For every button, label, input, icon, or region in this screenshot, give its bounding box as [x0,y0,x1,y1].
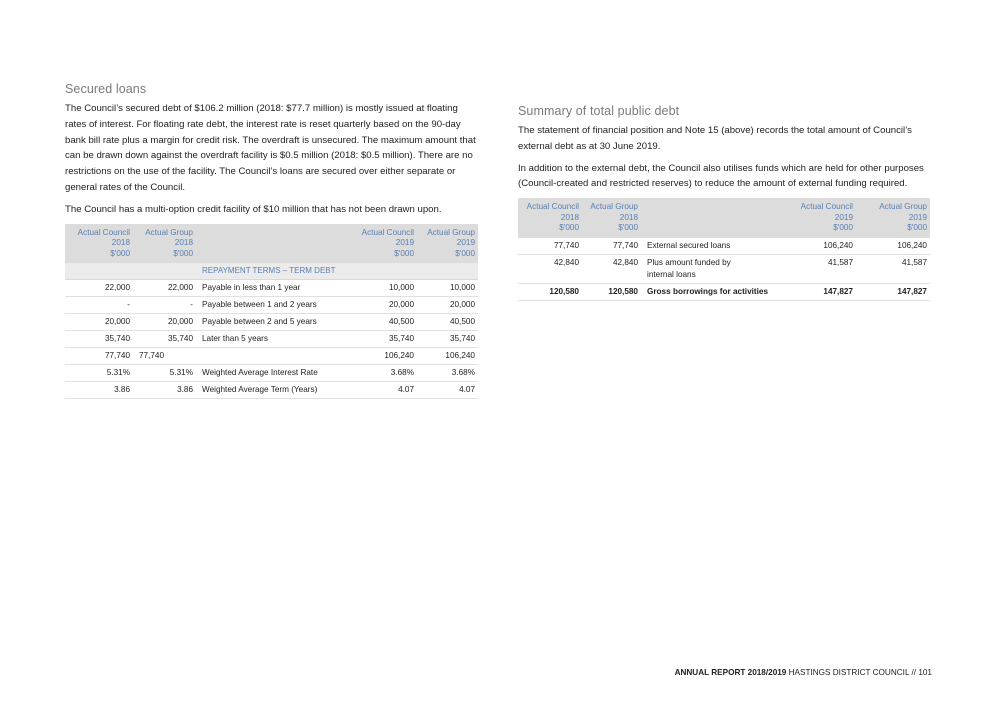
header-group-2019: Actual Group 2019 $'000 [417,224,478,264]
section-row [65,263,478,280]
summary-debt-paragraph-1: The statement of financial position and Note 15 (above) records the total amount of Council’s external debt as at 30 June 2019. [518,125,912,152]
header-council-2018: Actual Council 2018 $'000 [518,198,582,238]
header-group-2019: Actual Group 2019 $'000 [856,198,930,238]
header-group-2018: Actual Group 2018 $'000 [133,224,196,264]
secured-loans-section [65,82,478,399]
table-header-row [518,198,930,238]
table-row: 77,740 77,740 106,240 106,240 [65,348,478,365]
repayment-terms-table [65,224,478,400]
public-debt-table [518,198,930,301]
table-row: 35,740 35,740 Later than 5 years 35,740 35,740 [65,331,478,348]
footer-separator: // [911,668,917,677]
table-header-row [65,224,478,264]
header-description [196,224,340,264]
footer-org-name: HASTINGS DISTRICT COUNCIL [788,668,910,677]
table-row: 20,000 20,000 Payable between 2 and 5 years 40,500 40,500 [65,314,478,331]
secured-loans-paragraph-1: The Council’s secured debt of $106.2 million (2018: $77.7 million) is mostly issued at floating rates of interest. For floating rate debt, the interest rate is reset quarterly based on the 90-day bank bill rate plus a margin for credit risk. The overdraft is unsecured. The maximum amount that can be drawn down against the overdraft facility is $0.5 million (2018: $0.5 million). There are no restrictions on the use of the facility. The Council’s loans are secured over either separate or general rates of the Council. [65,103,476,193]
page-footer [675,668,932,677]
table-row: 77,740 77,740 External secured loans 106,240 106,240 [518,238,930,255]
footer-report-title: ANNUAL REPORT 2018/2019 [674,668,787,677]
summary-debt-paragraph-2: In addition to the external debt, the Council also utilises funds which are held for other purposes (Council-created and restricted reserves) to reduce the amount of external funding required. [518,162,924,190]
header-council-2019: Actual Council 2019 $'000 [340,224,417,264]
table-row: 3.86 3.86 Weighted Average Term (Years) 4.07 4.07 [65,382,478,399]
table-row: - - Payable between 1 and 2 years 20,000 20,000 [65,297,478,314]
header-group-2018: Actual Group 2018 $'000 [582,198,641,238]
summary-debt-heading: Summary of total public debt [518,104,680,118]
header-council-2019: Actual Council 2019 $'000 [784,198,856,238]
section-label: REPAYMENT TERMS – TERM DEBT [196,263,340,280]
table-row: 42,840 42,840 Plus amount funded by internal loans 41,587 41,587 [518,254,930,283]
header-council-2018: Actual Council 2018 $'000 [65,224,133,264]
secured-loans-heading: Secured loans [65,82,147,96]
table-row: 5.31% 5.31% Weighted Average Interest Rate 3.68% 3.68% [65,365,478,382]
header-description [641,198,784,238]
secured-loans-paragraph-2: The Council has a multi-option credit facility of $10 million that has not been drawn upon. [65,203,442,215]
table-row-total: 120,580 120,580 Gross borrowings for activities 147,827 147,827 [518,283,930,300]
table-row: 22,000 22,000 Payable in less than 1 year 10,000 10,000 [65,280,478,297]
page-number: 101 [918,668,932,677]
summary-debt-section [518,104,930,301]
